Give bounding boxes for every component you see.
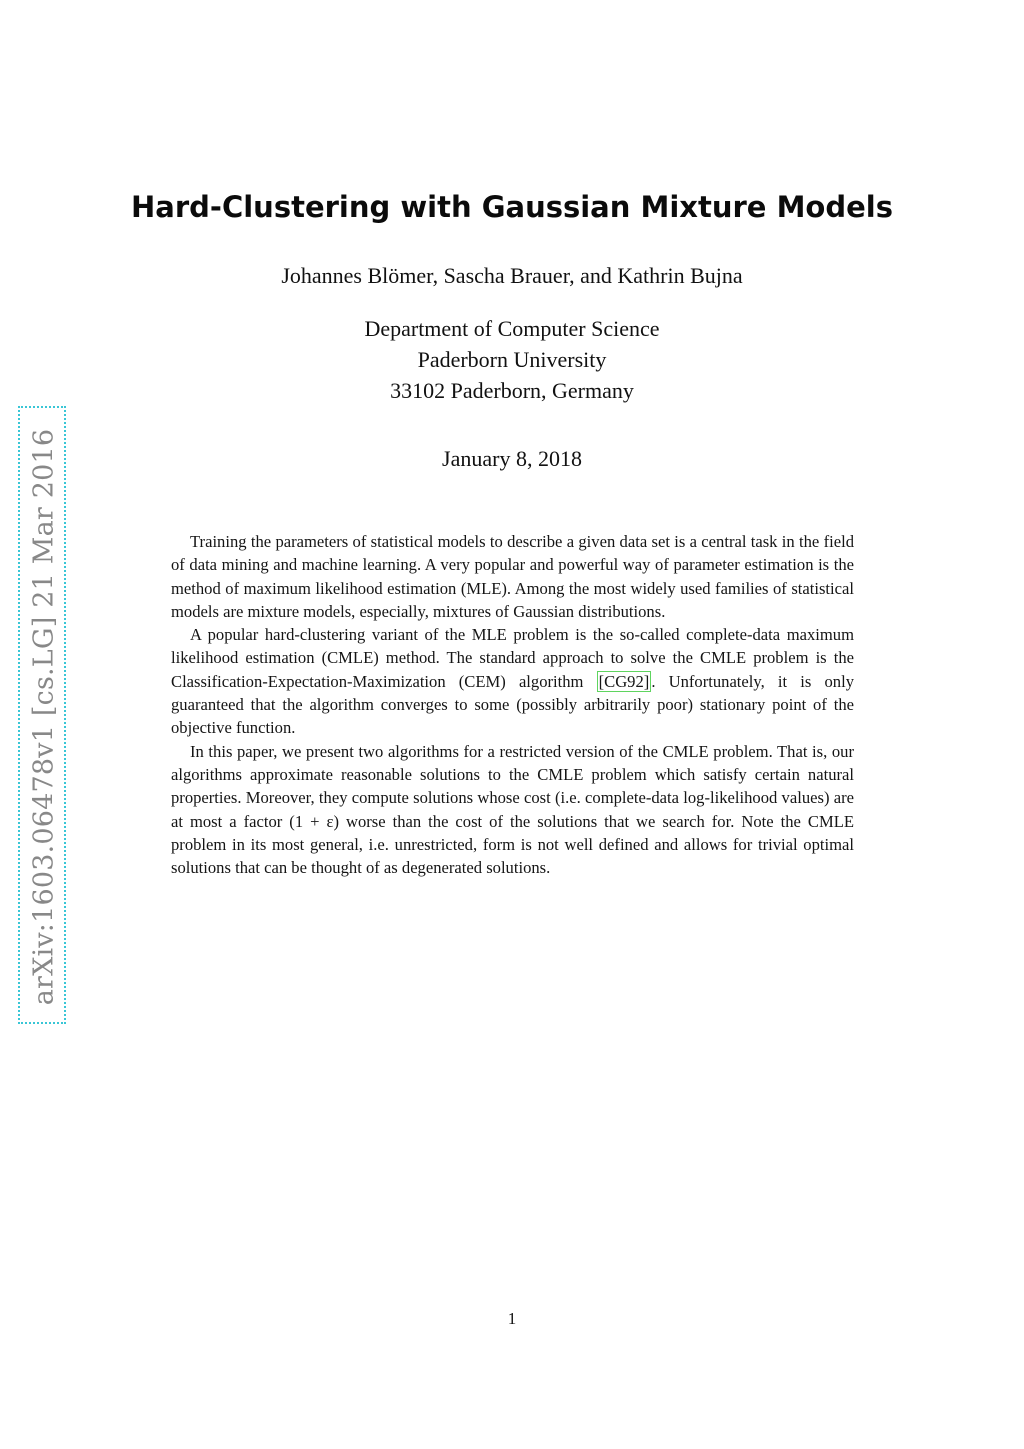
affiliation-department: Department of Computer Science (364, 316, 660, 341)
arxiv-stamp (18, 406, 66, 1024)
abstract-paragraph-3 (171, 740, 854, 880)
paper-date: January 8, 2018 (442, 446, 582, 471)
abstract-paragraph-3-text-b: worse than the cost of the solutions that we search for. Note the CMLE problem in its most general, i.e. unrestricted, form is not well defined and allows for trivial optimal solutions that can be thought of as degenerated solutions. (171, 811, 854, 878)
page-number: 1 (507, 1309, 517, 1328)
abstract-paragraph-2-text-a: A popular hard-clustering variant of the MLE problem is the so-called complete-data maximum likelihood estimation (CMLE) method. The standard approach to solve the CMLE problem is the Classification-Expectation-Maximization (CEM) algorithm (171, 625, 854, 691)
abstract-paragraph-1: Training the parameters of statistical models to describe a given data set is a central task in the field of data mining and machine learning. A very popular and powerful way of parameter estimation is the method of maximum likelihood estimation (MLE). Among the most widely used families of statistical models are mixture models, especially, mixtures of Gaussian distributions. (171, 532, 854, 621)
approximation-factor-math: (1 + ε) (289, 811, 339, 831)
affiliation-block (0, 313, 1024, 406)
affiliation-address: 33102 Paderborn, Germany (390, 378, 634, 403)
abstract-paragraph-3-text-a: In this paper, we present two algorithms for a restricted version of the CMLE problem. That is, our algorithms approximate reasonable solutions to the CMLE problem which satisfy certain natural properties. Moreover, they compute solutions whose cost (i.e. complete-data log-likelihood values) are at most a factor (171, 741, 854, 831)
author-list: Johannes Blömer, Sascha Brauer, and Kathrin Bujna (281, 263, 743, 288)
citation-link-cg92[interactable]: [CG92] (598, 671, 650, 691)
paper-title: Hard-Clustering with Gaussian Mixture Models (131, 190, 893, 224)
affiliation-university: Paderborn University (417, 347, 607, 372)
abstract (171, 530, 854, 879)
abstract-paragraph-2 (171, 623, 854, 739)
abstract-paragraph-2-text-b: . Unfortunately, it is only guaranteed that the algorithm converges to some (possibly arbitrarily poor) stationary point of the objective function. (171, 671, 854, 738)
arxiv-identifier: arXiv:1603.06478v1 [cs.LG] 21 Mar 2016 (28, 428, 60, 1006)
